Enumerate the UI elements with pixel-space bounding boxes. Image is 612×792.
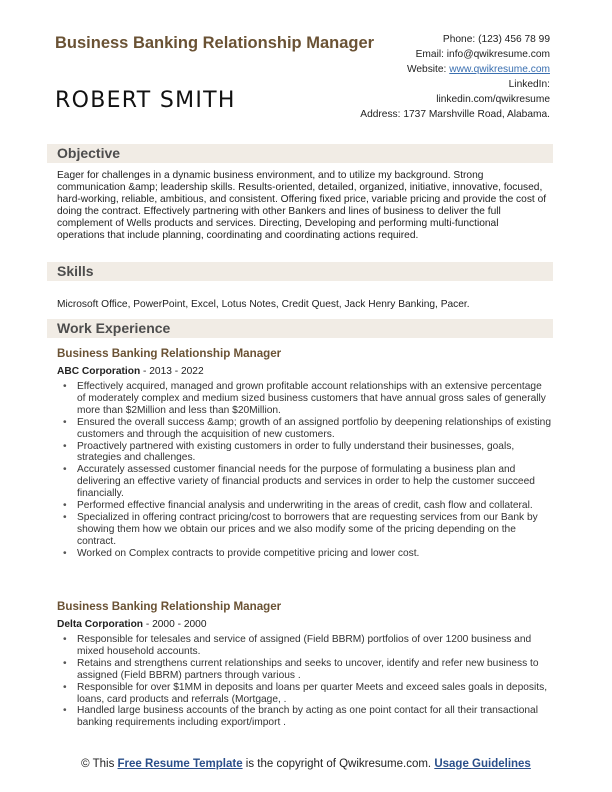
objective-section-header bbox=[47, 144, 553, 163]
list-item: • Handled large business accounts of the branch by acting as one point contact for all their transactional banking requirements including export/import . bbox=[63, 705, 551, 729]
footer-prefix: © This bbox=[81, 758, 118, 770]
phone-value: (123) 456 78 99 bbox=[478, 34, 550, 45]
job-2-company: Delta Corporation bbox=[57, 619, 144, 630]
job-2-bullets bbox=[63, 634, 551, 729]
website-label: Website: bbox=[406, 64, 447, 75]
footer-middle: is the copyright of Qwikresume.com. bbox=[242, 758, 435, 770]
list-item: • Responsible for over $1MM in deposits and loans per quarter Meets and exceed sales goals in deposits, loans, card products and referrals (Mortgage, . bbox=[63, 682, 551, 706]
job-2-dates: - 2000 - 2000 bbox=[143, 619, 207, 630]
list-item: • Specialized in offering contract pricing/cost to borrowers that are requesting services from our Bank by showing them how we obtain our prices and we also modify some of the pricing depending on the contract. bbox=[63, 512, 551, 548]
list-item: • Retains and strengthens current relationships and seeks to uncover, identify and refer new business to assigned (Field BBRM) partners through various . bbox=[63, 658, 551, 682]
job-1-bullets bbox=[63, 381, 551, 560]
job-2-company-line bbox=[57, 619, 206, 630]
linkedin-label: LinkedIn: bbox=[508, 79, 550, 90]
candidate-name: ROBERT SMITH bbox=[55, 88, 236, 113]
skills-section-header bbox=[47, 262, 553, 281]
experience-title: Work Experience bbox=[57, 320, 171, 336]
objective-text: Eager for challenges in a dynamic business environment, and to utilize my background. Strong communication &amp; leadership skills. Results-oriented, detailed, organized, initiative, innovative, focused, hard-working, reliable, ambitious, and consistent. Offering fixed price, variable pricing and provide the cost of doing the contract. Effectively partnering with other Bankers and lines of business to deliver the full complement of Wells products and services. Directing, Developing and performing multi-functional operations that include planning, coordinating and coordinating actions required. bbox=[57, 170, 547, 241]
job-2-title: Business Banking Relationship Manager bbox=[57, 600, 282, 613]
list-item: • Proactively partnered with existing customers in order to fully understand their businesses, goals, strategies and challenges. bbox=[63, 441, 551, 465]
objective-title: Objective bbox=[57, 145, 121, 161]
experience-section-header bbox=[47, 319, 553, 338]
list-item: • Performed effective financial analysis and underwriting in the areas of credit, cash flow and collateral. bbox=[63, 500, 551, 512]
job-1-company: ABC Corporation bbox=[57, 366, 141, 377]
website-line bbox=[350, 62, 550, 77]
job-1-dates: - 2013 - 2022 bbox=[140, 366, 204, 377]
job-1-title: Business Banking Relationship Manager bbox=[57, 347, 282, 360]
resume-header bbox=[55, 32, 555, 127]
usage-guidelines-link[interactable]: Usage Guidelines bbox=[434, 758, 531, 770]
list-item: • Worked on Complex contracts to provide competitive pricing and lower cost. bbox=[63, 548, 551, 560]
list-item: • Accurately assessed customer financial needs for the purpose of formulating a business plan and delivering an effective variety of financial products and services in order to help the customer succeed financially. bbox=[63, 464, 551, 500]
email-label: Email: bbox=[415, 49, 444, 60]
free-resume-template-link[interactable]: Free Resume Template bbox=[117, 758, 243, 770]
address-value: 1737 Marshville Road, Alabama. bbox=[403, 109, 550, 120]
copyright-footer bbox=[57, 757, 555, 771]
address-line bbox=[350, 107, 550, 122]
address-label: Address: bbox=[360, 109, 401, 120]
job-1-company-line bbox=[57, 366, 204, 377]
contact-block bbox=[350, 32, 550, 122]
list-item: • Ensured the overall success &amp; growth of an assigned portfolio by deepening relationships of existing customers and through the acquisition of new customers. bbox=[63, 417, 551, 441]
skills-text: Microsoft Office, PowerPoint, Excel, Lotus Notes, Credit Quest, Jack Henry Banking, Pacer. bbox=[57, 299, 470, 310]
phone-line bbox=[350, 32, 550, 47]
email-line bbox=[350, 47, 550, 62]
phone-label: Phone: bbox=[442, 34, 476, 45]
email-value: info@qwikresume.com bbox=[446, 49, 550, 60]
linkedin-value: linkedin.com/qwikresume bbox=[436, 94, 550, 105]
website-link[interactable]: www.qwikresume.com bbox=[449, 64, 550, 75]
skills-title: Skills bbox=[57, 263, 94, 279]
list-item: • Effectively acquired, managed and grown profitable account relationships with an extensive percentage of moderately complex and medium sized business customers that have annual gross sales of generally more than $2Million and less than $20Million. bbox=[63, 381, 551, 417]
list-item: • Responsible for telesales and service of assigned (Field BBRM) portfolios of over 1200 business and mixed household accounts. bbox=[63, 634, 551, 658]
resume-job-title: Business Banking Relationship Manager bbox=[55, 34, 375, 52]
